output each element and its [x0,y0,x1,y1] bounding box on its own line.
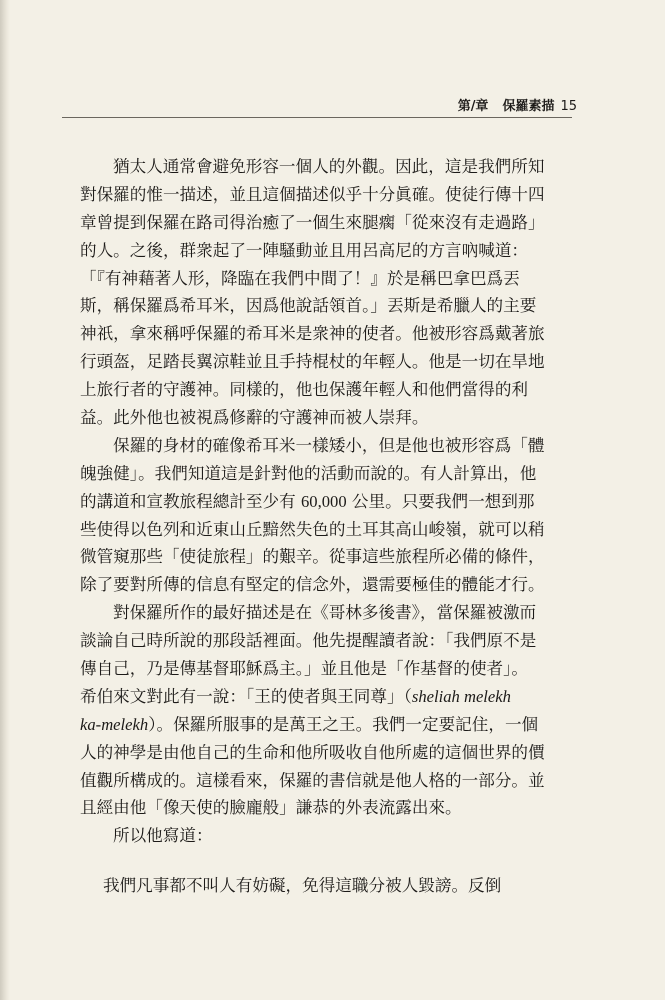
text-line: 所以他寫道： [113,826,213,846]
text-segment: ）。保羅所服事的是萬王之王。我們一定要記住，一個 [148,714,539,734]
distance-number: 60,000 [301,491,347,511]
hebrew-transliteration: ka-melekh [80,714,149,734]
text-line: 猶太人通常會避免形容一個人的外觀。因此，這是我們所知 [113,157,545,176]
text-line: 上旅行者的守護神。同樣的，他也保護年輕人和他們當得的利 [80,380,529,400]
page-number: 15 [560,99,577,114]
text-line: 保羅的身材的確像希耳米一樣矮小，但是他也被形容爲「體 [113,435,545,455]
text-line [80,488,590,516]
text-line: 魄強健」。我們知道這是針對他的活動而說的。有人計算出，他 [80,463,537,483]
page-spine-shadow [0,0,10,1000]
text-line: 斯，稱保羅爲希耳米，因爲他說話領首。」丟斯是希臘人的主要 [80,296,537,316]
scripture-quote [103,872,593,900]
text-line: 「『有神藉著人形，降臨在我們中間了！』於是稱巴拿巴爲丟 [80,268,520,288]
text-line: 對保羅的惟一描述，並且這個描述似乎十分眞確。使徒行傳十四 [80,184,545,204]
section-title: 保羅素描 [502,99,555,114]
text-line: 人的神學是由他自己的生命和他所吸收自他所處的這個世界的價 [80,742,545,762]
text-segment: 公里。只要我們一想到那 [346,491,535,511]
text-line: 傳自己，乃是傳基督耶穌爲主。」並且他是「作基督的使者」。 [80,659,529,679]
text-line: 對保羅所作的最好描述是在《哥林多後書》，當保羅被激而 [113,603,537,623]
text-line: 除了要對所傳的信息有堅定的信念外，還需要極佳的體能才行。 [80,575,545,595]
text-line [80,711,590,739]
text-segment: 的講道和宣教旅程總計至少有 [80,491,301,511]
text-line: 些使得以色列和近東山丘黯然失色的土耳其高山峻嶺，就可以稍 [80,519,545,539]
text-segment: 希伯來文對此有一說：「王的使者與王同尊」（ [80,686,412,706]
text-line: 談論自己時所說的那段話裡面。他先提醒讀者說：「我們原不是 [80,631,537,651]
body-text [80,153,590,850]
text-line: 神祇，拿來稱呼保羅的希耳米是衆神的使者。他被形容爲戴著旅 [80,324,545,344]
header-rule [62,117,572,118]
text-line: 的人。之後，群衆起了一陣騷動並且用呂高尼的方言吶喊道： [80,240,529,260]
text-line [80,683,590,711]
text-line: 章曾提到保羅在路司得治癒了一個生來腿瘸「從來沒有走過路」 [80,212,545,232]
text-line: 值觀所構成的。這樣看來，保羅的書信就是他人格的一部分。並 [80,770,545,790]
text-line: 益。此外他也被視爲修辭的守護神而被人崇拜。 [80,408,429,428]
quote-line: 我們凡事都不叫人有妨礙，免得這職分被人毀謗。反倒 [103,876,502,895]
text-line: 且經由他「像天使的臉龐般」謙恭的外表流露出來。 [80,798,462,818]
chapter-label: 第/章 [457,99,489,114]
running-head [458,95,577,114]
text-line: 行頭盔，足踏長翼涼鞋並且手持棍杖的年輕人。他是一切在旱地 [80,352,545,372]
text-line: 微管窺那些「使徒旅程」的艱辛。從事這些旅程所必備的條件， [80,547,545,567]
hebrew-transliteration: sheliah melekh [411,686,511,706]
